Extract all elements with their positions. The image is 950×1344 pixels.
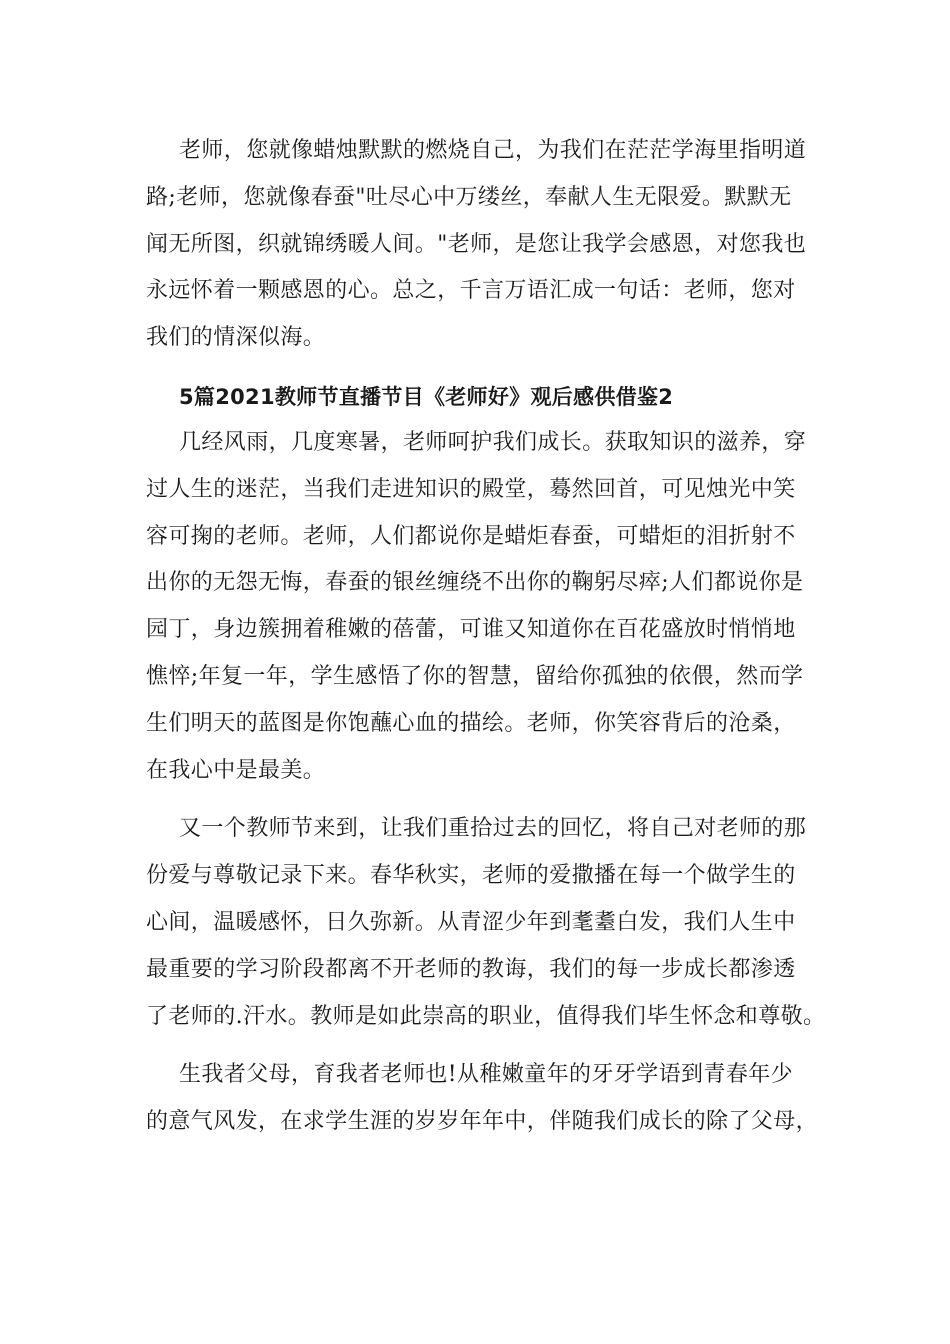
text-column bbox=[146, 128, 826, 1146]
text-line: 份爱与尊敬记录下来。春华秋实，老师的爱撒播在每一个做学生的 bbox=[146, 863, 796, 889]
paragraph-3 bbox=[146, 806, 826, 1040]
text-line: 在我心中是最美。 bbox=[146, 757, 326, 783]
text-line: 出你的无怨无悔，春蚕的银丝缠绕不出你的鞠躬尽瘁;人们都说你是 bbox=[146, 570, 804, 596]
paragraph-2 bbox=[146, 420, 826, 794]
paragraph-4 bbox=[146, 1052, 826, 1146]
text-line: 闻无所图，织就锦绣暖人间。"老师，是您让我学会感恩，对您我也 bbox=[146, 231, 807, 257]
text-line: 心间，温暖感怀，日久弥新。从青涩少年到耄耋白发，我们人生中 bbox=[146, 909, 796, 935]
text-line: 的意气风发，在求学生涯的岁岁年年中，伴随我们成长的除了父母， bbox=[146, 1109, 819, 1135]
text-line: 生我者父母，育我者老师也!从稚嫩童年的牙牙学语到青春年少 bbox=[179, 1062, 794, 1088]
text-line: 最重要的学习阶段都离不开老师的教诲，我们的每一步成长都渗透 bbox=[146, 956, 796, 982]
text-line: 我们的情深似海。 bbox=[146, 325, 326, 351]
text-line: 又一个教师节来到，让我们重拾过去的回忆，将自己对老师的那 bbox=[179, 816, 807, 842]
text-line: 几经风雨，几度寒暑，老师呵护我们成长。获取知识的滋养，穿 bbox=[179, 429, 807, 455]
text-line: 容可掬的老师。老师，人们都说你是蜡炬春蚕，可蜡炬的泪折射不 bbox=[146, 523, 796, 549]
text-line: 过人生的迷茫，当我们走进知识的殿堂，蓦然回首，可见烛光中笑 bbox=[146, 476, 796, 502]
text-line: 生们明天的蓝图是你饱蘸心血的描绘。老师，你笑容背后的沧桑， bbox=[146, 710, 796, 736]
section-heading: 5篇2021教师节直播节目《老师好》观后感供借鉴2 bbox=[179, 384, 674, 409]
text-line: 老师，您就像蜡烛默默的燃烧自己，为我们在茫茫学海里指明道 bbox=[179, 138, 807, 163]
paragraph-intro bbox=[146, 128, 826, 362]
text-line: 了老师的.汗水。教师是如此崇高的职业，值得我们毕生怀念和尊敬。 bbox=[146, 1003, 826, 1029]
text-line: 路;老师，您就像春蚕"吐尽心中万缕丝，奉献人生无限爱。默默无 bbox=[146, 184, 792, 210]
text-line: 园丁，身边簇拥着稚嫩的蓓蕾，可谁又知道你在百花盛放时悄悄地 bbox=[146, 617, 796, 643]
text-line: 憔悴;年复一年，学生感悟了你的智慧，留给你孤独的依偎，然而学 bbox=[146, 663, 804, 689]
text-line: 永远怀着一颗感恩的心。总之，千言万语汇成一句话：老师，您对 bbox=[146, 278, 796, 304]
